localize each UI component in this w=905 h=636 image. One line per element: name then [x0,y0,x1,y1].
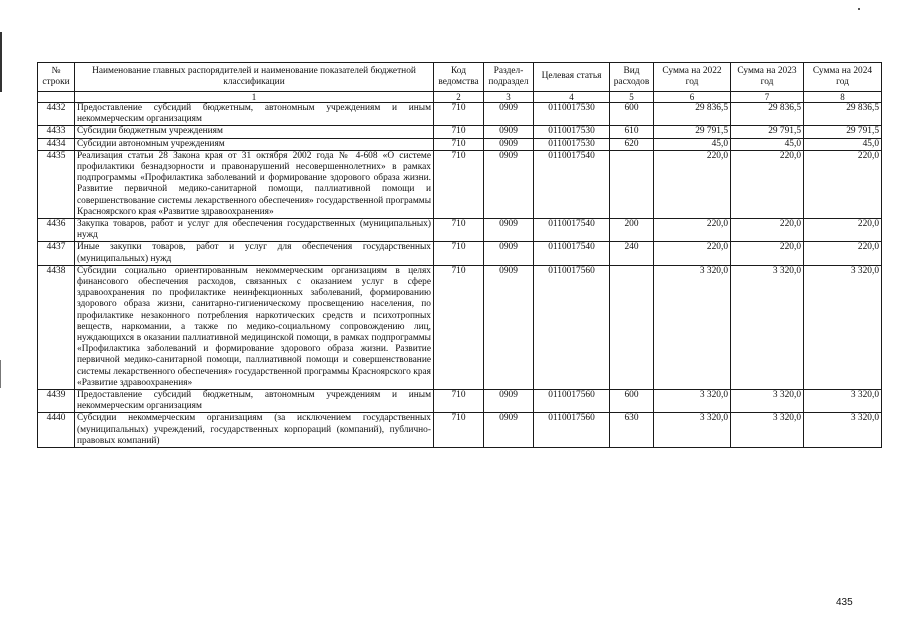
expense-type-code: 240 [610,242,654,265]
header-target: Целевая статья [534,63,610,92]
column-number [38,92,75,103]
column-number: 7 [731,92,804,103]
header-section: Раздел-подраздел [484,63,534,92]
table-row [38,265,882,389]
dept-code: 710 [434,150,484,218]
header-expense-type: Вид расходов [610,63,654,92]
sum-2022: 3 320,0 [654,413,731,448]
sum-2022: 220,0 [654,150,731,218]
table-row [38,103,882,126]
sum-2023: 29 791,5 [731,126,804,138]
expense-type-code: 620 [610,138,654,150]
sum-2023: 45,0 [731,138,804,150]
line-number: 4435 [38,150,75,218]
line-number: 4438 [38,265,75,389]
section-code: 0909 [484,242,534,265]
header-dept-code: Код ведомства [434,63,484,92]
table-row [38,390,882,413]
table-row [38,219,882,242]
dept-code: 710 [434,242,484,265]
row-name: Субсидии автономным учреждениям [75,138,434,150]
expense-type-code: 610 [610,126,654,138]
row-name: Предоставление субсидий бюджетным, автономным учреждениям и иным некоммерческим организациям [75,390,434,413]
sum-2023: 220,0 [731,219,804,242]
line-number: 4432 [38,103,75,126]
sum-2024: 220,0 [804,242,882,265]
row-name: Субсидии бюджетным учреждениям [75,126,434,138]
header-name: Наименование главных распорядителей и наименование показателей бюджетной классификации [75,63,434,92]
section-code: 0909 [484,390,534,413]
line-number: 4434 [38,138,75,150]
sum-2024: 3 320,0 [804,413,882,448]
sum-2024: 45,0 [804,138,882,150]
row-name: Иные закупки товаров, работ и услуг для обеспечения государственных (муниципальных) нужд [75,242,434,265]
column-number: 2 [434,92,484,103]
row-name: Реализация статьи 28 Закона края от 31 октября 2002 года № 4-608 «О системе профилактики безнадзорности и правонарушений несовершеннолетних» в рамках подпрограммы «Профилактика заболеваний и формирование здорового образа жизни. Развитие первичной медико-санитарной помощи, паллиативной помощи и совершенствование системы лекарственного обеспечения» государственной программы Красноярского края «Развитие здравоохранения» [75,150,434,218]
section-code: 0909 [484,103,534,126]
target-code: 0110017560 [534,265,610,389]
table-row [38,138,882,150]
header-sum-2024: Сумма на 2024 год [804,63,882,92]
row-name: Закупка товаров, работ и услуг для обеспечения государственных (муниципальных) нужд [75,219,434,242]
sum-2023: 3 320,0 [731,390,804,413]
sum-2023: 220,0 [731,242,804,265]
header-sum-2022: Сумма на 2022 год [654,63,731,92]
header-sum-2023: Сумма на 2023 год [731,63,804,92]
table-row [38,242,882,265]
target-code: 0110017540 [534,150,610,218]
target-code: 0110017560 [534,413,610,448]
sum-2022: 220,0 [654,242,731,265]
column-number: 6 [654,92,731,103]
page-number: 435 [836,597,853,608]
table-row [38,150,882,218]
sum-2022: 220,0 [654,219,731,242]
target-code: 0110017530 [534,103,610,126]
sum-2024: 29 836,5 [804,103,882,126]
line-number: 4436 [38,219,75,242]
sum-2023: 3 320,0 [731,265,804,389]
scan-edge-mark [0,32,2,92]
sum-2022: 29 791,5 [654,126,731,138]
line-number: 4439 [38,390,75,413]
expense-type-code: 630 [610,413,654,448]
header-line-no: № строки [38,63,75,92]
sum-2024: 220,0 [804,150,882,218]
sum-2024: 220,0 [804,219,882,242]
target-code: 0110017530 [534,126,610,138]
table-row [38,413,882,448]
dept-code: 710 [434,138,484,150]
target-code: 0110017530 [534,138,610,150]
sum-2023: 3 320,0 [731,413,804,448]
table-body [38,103,882,448]
dept-code: 710 [434,219,484,242]
sum-2022: 3 320,0 [654,265,731,389]
expense-type-code [610,150,654,218]
column-number: 5 [610,92,654,103]
target-code: 0110017540 [534,219,610,242]
sum-2022: 3 320,0 [654,390,731,413]
section-code: 0909 [484,219,534,242]
column-number: 8 [804,92,882,103]
table-row [38,126,882,138]
expense-type-code: 600 [610,103,654,126]
section-code: 0909 [484,413,534,448]
column-number: 1 [75,92,434,103]
sum-2022: 45,0 [654,138,731,150]
section-code: 0909 [484,138,534,150]
dept-code: 710 [434,265,484,389]
dept-code: 710 [434,126,484,138]
line-number: 4433 [38,126,75,138]
sum-2024: 3 320,0 [804,265,882,389]
expense-type-code: 200 [610,219,654,242]
sum-2023: 220,0 [731,150,804,218]
sum-2023: 29 836,5 [731,103,804,126]
section-code: 0909 [484,150,534,218]
target-code: 0110017560 [534,390,610,413]
column-number: 4 [534,92,610,103]
scan-edge-mark [0,360,1,388]
table-header-row [38,63,882,92]
line-number: 4437 [38,242,75,265]
sum-2024: 29 791,5 [804,126,882,138]
dept-code: 710 [434,390,484,413]
dept-code: 710 [434,413,484,448]
line-number: 4440 [38,413,75,448]
expense-type-code: 600 [610,390,654,413]
column-number: 3 [484,92,534,103]
row-name: Субсидии социально ориентированным некоммерческим организациям в целях финансового обеспечения расходов, связанных с оказанием услуг в сфере здравоохранения по профилактике неинфекционных заболеваний, формированию здорового образа жизни, санитарно-гигиеническому просвещению населения, по профилактике незаконного потребления наркотических средств и психотропных веществ, наркомании, а также по медико-социальному сопровождению лиц, нуждающихся в оказании паллиативной медицинской помощи, в рамках подпрограммы «Профилактика заболеваний и формирование здорового образа жизни. Развитие первичной медико-санитарной помощи, паллиативной помощи и совершенствование системы лекарственного обеспечения» государственной программы Красноярского края «Развитие здравоохранения» [75,265,434,389]
sum-2022: 29 836,5 [654,103,731,126]
row-name: Предоставление субсидий бюджетным, автономным учреждениям и иным некоммерческим организациям [75,103,434,126]
budget-table [37,62,882,448]
sum-2024: 3 320,0 [804,390,882,413]
row-name: Субсидии некоммерческим организациям (за исключением государственных (муниципальных) учреждений, государственных корпораций (компаний), публично-правовых компаний) [75,413,434,448]
section-code: 0909 [484,265,534,389]
column-number-row [38,92,882,103]
target-code: 0110017540 [534,242,610,265]
section-code: 0909 [484,126,534,138]
dept-code: 710 [434,103,484,126]
scan-dust-dot [858,8,860,10]
expense-type-code [610,265,654,389]
